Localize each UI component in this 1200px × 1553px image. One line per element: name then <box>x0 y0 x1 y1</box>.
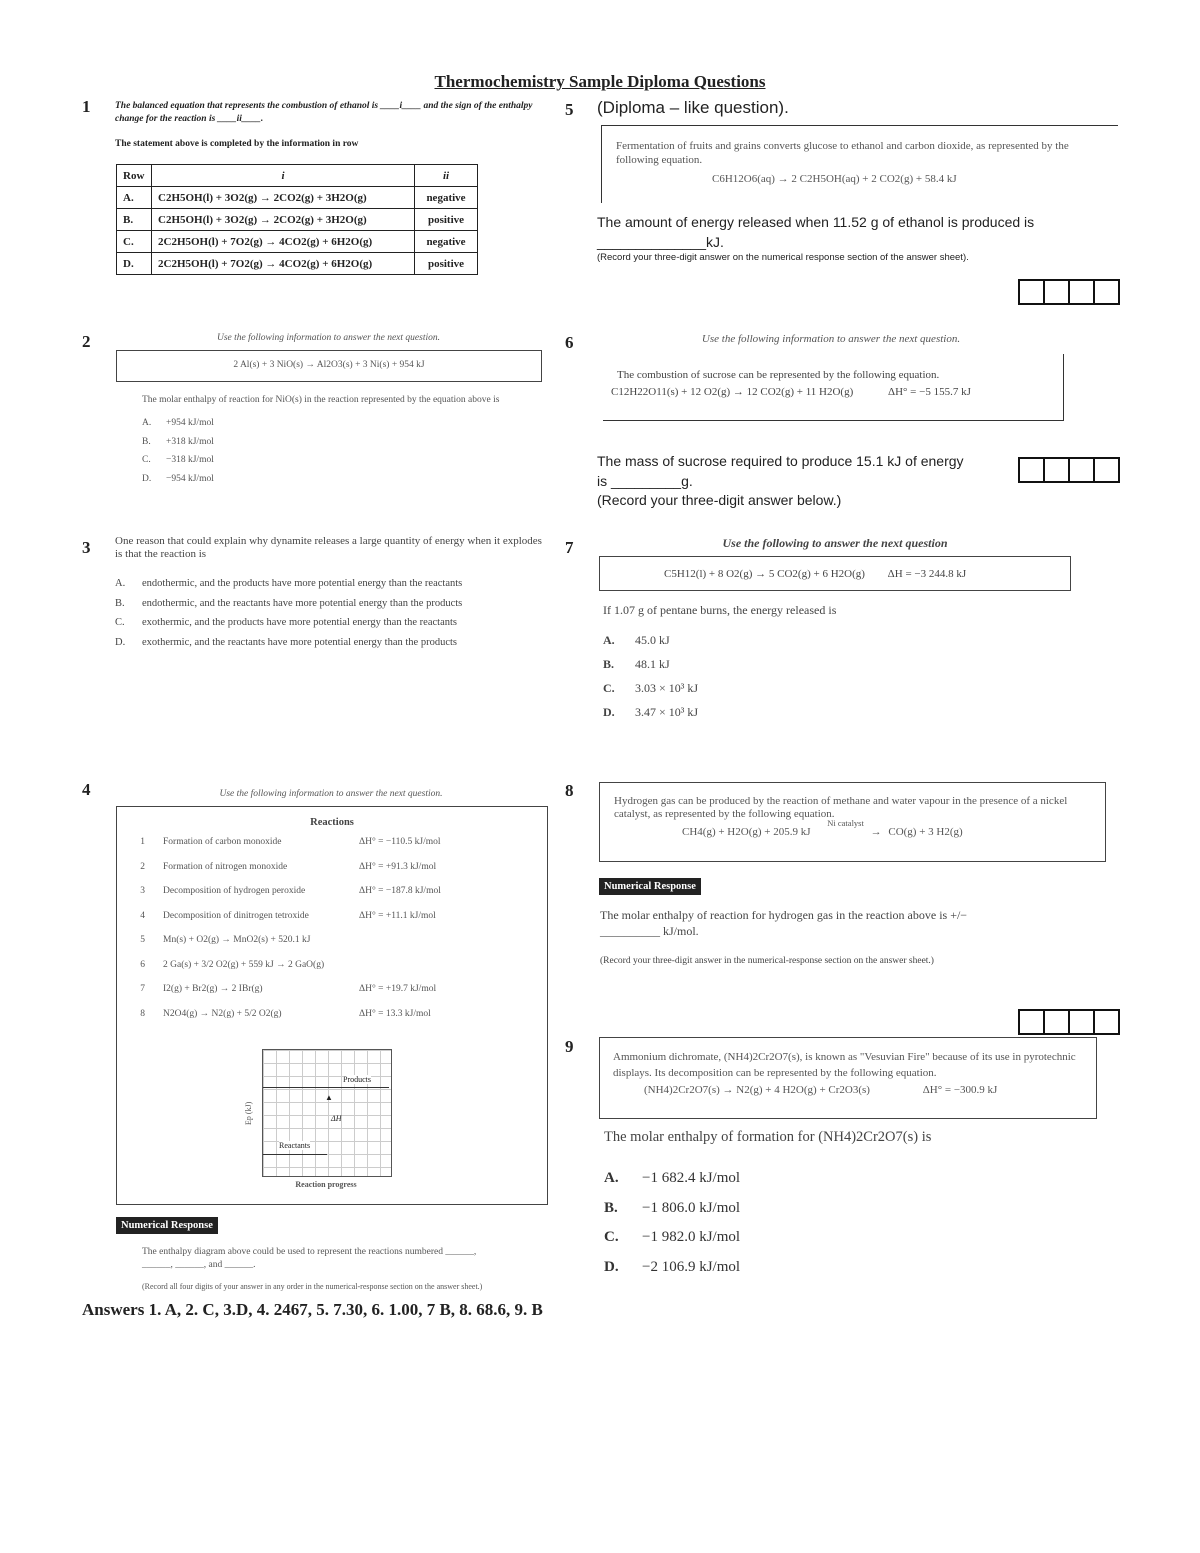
table-cell: negative <box>415 187 478 209</box>
q6-answer-boxes[interactable] <box>1018 457 1120 483</box>
table-cell: negative <box>415 231 478 253</box>
question-number-9: 9 <box>565 1037 574 1056</box>
q2-equation: 2 Al(s) + 3 NiO(s) → Al2O3(s) + 3 Ni(s) + 954 kJ <box>233 360 425 370</box>
question-number-1: 1 <box>82 97 91 116</box>
q8-answer-boxes[interactable] <box>1018 1009 1120 1035</box>
q8-catalyst: Ni catalyst <box>827 818 864 828</box>
q2-intro: Use the following information to answer the next question. <box>217 333 440 343</box>
table-cell: positive <box>415 253 478 275</box>
q6-intro: Use the following information to answer the next question. <box>701 333 961 345</box>
table-row <box>117 231 478 253</box>
q7-option-a[interactable]: A. 45.0 kJ <box>603 633 670 647</box>
question-number-3: 3 <box>82 538 91 557</box>
q7-option-c[interactable]: C. 3.03 × 10³ kJ <box>603 681 699 695</box>
q6-info-box <box>603 354 1064 421</box>
products-label: Products <box>343 1075 371 1084</box>
q7-option-d[interactable]: D. 3.47 × 10³ kJ <box>603 705 699 719</box>
q2-option-c[interactable]: C. −318 kJ/mol <box>142 455 214 465</box>
answer-key: Answers 1. A, 2. C, 3.D, 4. 2467, 5. 7.30, 6. 1.00, 7 B, 8. 68.6, 9. B <box>82 1300 543 1319</box>
q8-numerical-response-badge: Numerical Response <box>599 876 701 895</box>
q1-stem-2: The statement above is completed by the information in row <box>115 139 359 149</box>
table-cell: 2C2H5OH(l) + 7O2(g) → 4CO2(g) + 6H2O(g) <box>152 253 415 275</box>
q4-stem: The enthalpy diagram above could be used to represent the reactions numbered ______, ______, ______, and ______. <box>142 1247 477 1270</box>
table-cell: B. <box>117 209 152 231</box>
q5-record: (Record your three-digit answer on the numerical response section of the answer sheet). <box>597 252 969 263</box>
q9-info-box <box>599 1037 1097 1119</box>
q7-stem: If 1.07 g of pentane burns, the energy released is <box>603 603 837 617</box>
table-cell: D. <box>117 253 152 275</box>
q3-stem: One reason that could explain why dynamite releases a large quantity of energy when it explodes is that the reaction is <box>115 535 542 560</box>
q6-box-text: The combustion of sucrose can be represented by the following equation. <box>617 369 940 381</box>
q3-option-a[interactable]: A. endothermic, and the products have more potential energy than the reactants <box>115 578 463 589</box>
table-row <box>117 187 478 209</box>
products-level-line <box>263 1087 389 1088</box>
q7-option-b[interactable]: B. 48.1 kJ <box>603 657 670 671</box>
q7-dh: ΔH = −3 244.8 kJ <box>887 568 967 580</box>
q5-equation: C6H12O6(aq) → 2 C2H5OH(aq) + 2 CO2(g) + 58.4 kJ <box>712 173 957 185</box>
page-title: Thermochemistry Sample Diploma Questions <box>434 72 766 91</box>
q6-dh: ΔH° = −5 155.7 kJ <box>888 386 971 398</box>
q8-box-text: Hydrogen gas can be produced by the reaction of methane and water vapour in the presence of a nickel catalyst, as represented by the following equation. <box>614 795 1068 820</box>
q9-equation: (NH4)2Cr2O7(s) → N2(g) + 4 H2O(g) + Cr2O3(s) <box>644 1084 870 1096</box>
y-axis-label: Ep (kJ) <box>244 1101 253 1125</box>
list-item: 1 Formation of carbon monoxide ΔH° = −110.5 kJ/mol <box>140 837 441 847</box>
q4-table-title: Reactions <box>310 817 354 828</box>
table-cell: positive <box>415 209 478 231</box>
q5-box-text: Fermentation of fruits and grains converts glucose to ethanol and carbon dioxide, as represented by the following equation. <box>616 140 1069 166</box>
q2-equation-box <box>116 350 542 382</box>
q9-dh: ΔH° = −300.9 kJ <box>922 1084 998 1096</box>
q7-options <box>603 628 698 724</box>
list-item: 6 2 Ga(s) + 3/2 O2(g) + 559 kJ → 2 GaO(g) <box>140 959 325 970</box>
q1-table <box>116 164 478 275</box>
table-cell: A. <box>117 187 152 209</box>
question-number-7: 7 <box>565 538 574 557</box>
q8-stem: The molar enthalpy of reaction for hydrogen gas in the reaction above is +/− __________ kJ/mol. <box>600 908 968 938</box>
q4-record: (Record all four digits of your answer in any order in the numerical-response section on the answer sheet.) <box>142 1282 483 1291</box>
q6-equation: C12H22O11(s) + 12 O2(g) → 12 CO2(g) + 11 H2O(g) <box>611 386 854 398</box>
q7-intro: Use the following to answer the next question <box>722 536 948 550</box>
delta-h-label: ΔH <box>331 1114 342 1123</box>
table-row <box>117 253 478 275</box>
reactants-label: Reactants <box>279 1141 311 1150</box>
q9-box-text: Ammonium dichromate, (NH4)2Cr2O7(s), is known as "Vesuvian Fire" because of its use in pyrotechnic displays. Its decomposition can be represented by the following equation. <box>613 1051 1076 1079</box>
q5-heading: (Diploma – like question). <box>597 98 789 117</box>
q8-record: (Record your three-digit answer in the numerical-response section on the answer sheet.) <box>600 956 934 966</box>
q9-option-b[interactable]: B. −1 806.0 kJ/mol <box>604 1199 741 1216</box>
q2-options <box>142 414 214 488</box>
question-number-6: 6 <box>565 333 574 352</box>
q9-option-a[interactable]: A. −1 682.4 kJ/mol <box>604 1170 741 1186</box>
q3-option-d[interactable]: D. exothermic, and the reactants have more potential energy than the products <box>115 636 457 648</box>
q5-stem: The amount of energy released when 11.52 g of ethanol is produced is ______________kJ. <box>597 214 1035 250</box>
q6-stem: The mass of sucrose required to produce 15.1 kJ of energy is _________g. <box>597 453 964 489</box>
question-number-8: 8 <box>565 781 574 800</box>
reactants-level-line <box>263 1154 327 1155</box>
q4-reactions <box>117 830 547 1026</box>
q8-equation-right: CO(g) + 3 H2(g) <box>888 826 963 838</box>
list-item: 4 Decomposition of dinitrogen tetroxide ΔH° = +11.1 kJ/mol <box>140 910 436 921</box>
table-header: Row <box>117 165 152 187</box>
q7-equation: C5H12(l) + 8 O2(g) → 5 CO2(g) + 6 H2O(g) <box>664 568 865 580</box>
q5-answer-boxes[interactable] <box>1018 279 1120 305</box>
question-number-2: 2 <box>82 332 91 351</box>
table-cell: C2H5OH(l) + 3O2(g) → 2CO2(g) + 3H2O(g) <box>152 187 415 209</box>
q1-stem: The balanced equation that represents the combustion of ethanol is ____i____ and the sign of the enthalpy change for the reaction is ____ii____. <box>115 101 533 124</box>
q8-info-box <box>599 782 1106 862</box>
list-item: 2 Formation of nitrogen monoxide ΔH° = +91.3 kJ/mol <box>140 861 437 872</box>
question-number-5: 5 <box>565 100 574 119</box>
table-row <box>117 209 478 231</box>
q9-options <box>604 1164 740 1282</box>
q3-option-b[interactable]: B. endothermic, and the reactants have more potential energy than the products <box>115 597 463 609</box>
q2-option-b[interactable]: B. +318 kJ/mol <box>142 436 214 447</box>
q3-options <box>115 574 462 652</box>
list-item: 5 Mn(s) + O2(g) → MnO2(s) + 520.1 kJ <box>140 935 311 945</box>
q8-equation-left: CH4(g) + H2O(g) + 205.9 kJ <box>682 826 811 838</box>
table-header: i <box>152 165 415 187</box>
q7-equation-box <box>599 556 1071 591</box>
table-cell: C. <box>117 231 152 253</box>
q9-option-d[interactable]: D. −2 106.9 kJ/mol <box>604 1258 741 1275</box>
q9-option-c[interactable]: C. −1 982.0 kJ/mol <box>604 1229 741 1245</box>
q2-option-d[interactable]: D. −954 kJ/mol <box>142 473 214 484</box>
q3-option-c[interactable]: C. exothermic, and the products have more potential energy than the reactants <box>115 617 457 628</box>
list-item: 8 N2O4(g) → N2(g) + 5/2 O2(g) ΔH° = 13.3 kJ/mol <box>140 1008 431 1019</box>
x-axis-label: Reaction progress <box>295 1180 357 1189</box>
list-item: 3 Decomposition of hydrogen peroxide ΔH° = −187.8 kJ/mol <box>140 886 441 896</box>
table-header: ii <box>415 165 478 187</box>
q4-intro: Use the following information to answer the next question. <box>219 789 443 799</box>
enthalpy-diagram <box>262 1049 392 1177</box>
table-cell: 2C2H5OH(l) + 7O2(g) → 4CO2(g) + 6H2O(g) <box>152 231 415 253</box>
q4-numerical-response-badge: Numerical Response <box>116 1215 218 1234</box>
arrow-right-icon: → <box>870 826 882 838</box>
list-item: 7 I2(g) + Br2(g) → 2 IBr(g) ΔH° = +19.7 kJ/mol <box>140 984 437 994</box>
q2-stem: The molar enthalpy of reaction for NiO(s) in the reaction represented by the equation above is <box>142 395 500 405</box>
q6-record: (Record your three-digit answer below.) <box>597 492 842 508</box>
table-cell: C2H5OH(l) + 3O2(g) → 2CO2(g) + 3H2O(g) <box>152 209 415 231</box>
question-number-4: 4 <box>82 780 91 799</box>
arrow-up-icon: ▲ <box>325 1093 333 1102</box>
q5-info-box <box>601 125 1118 203</box>
table-header-row <box>117 165 478 187</box>
q2-option-a[interactable]: A. +954 kJ/mol <box>142 418 214 428</box>
q9-stem: The molar enthalpy of formation for (NH4)2Cr2O7(s) is <box>604 1129 932 1145</box>
